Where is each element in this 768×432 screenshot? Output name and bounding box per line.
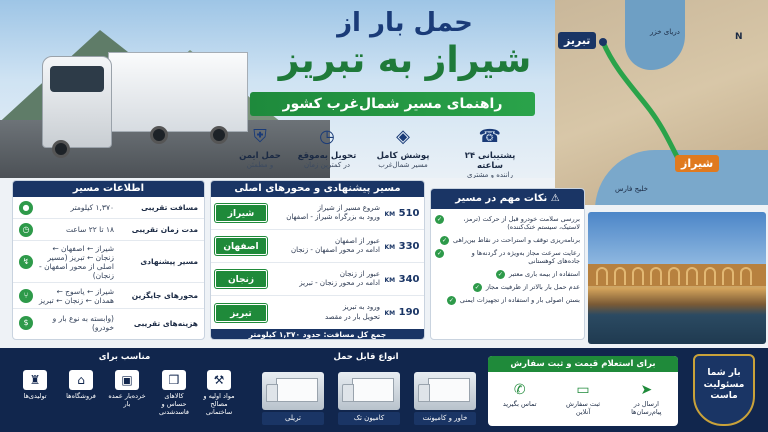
tip-item: برنامه‌ریزی توقف و استراحت در نقاط بین‌راهی ✓ [442,235,580,244]
route-info-heading: اطلاعات مسیر [13,181,204,197]
store-icon: ⌂ [69,370,93,390]
map-label-sea-south: خلیج فارس [615,185,648,193]
shield-check-icon: ⛨ [253,126,267,147]
crane-icon: ⚒ [207,370,231,390]
check-icon: ✓ [436,216,443,223]
clock-icon: ◷ [19,223,33,237]
suitable-item: ▣ خرده‌بار عمده بار [108,370,146,408]
route-map [555,0,768,205]
call-button[interactable]: ✆ تماس بگیرید [502,382,537,408]
info-row-distance: مسافت تقریبی ۱,۳۷۰ کیلومتر ● [13,197,204,219]
online-order-button[interactable]: ▭ ثبت سفارش آنلاین [566,382,601,416]
compass-icon: N [735,32,743,42]
suitable-item: ❒ کالاهای حساس و فاسدشدنی [155,370,193,416]
tip-item: بررسی سلامت خودرو قبل از حرکت (ترمز، لاستیک، سیستم خنک‌کننده) ✓ [436,215,580,232]
tip-item: بستن اصولی بار و استفاده از تجهیزات ایمنی ✓ [448,295,580,304]
page-subtitle: راهنمای مسیر شمال‌غرب کشور [250,92,535,116]
check-icon: ✓ [442,236,448,244]
factory-icon: ♜ [23,370,47,390]
tip-item: عدم حمل بار بالاتر از ظرفیت مجاز ✓ [474,282,580,291]
vehicle-card: خاور و کامیونت [414,372,476,425]
road-sign: شیراز [215,204,267,222]
dollar-icon: $ [19,316,33,330]
road-sign: اصفهان [215,237,267,255]
info-row-suggested-route: مسیر پیشنهادی شیراز ← اصفهان ← زنجان ← تبریز (مسیر اصلی از محور اصفهان - زنجان) ↯ [13,241,204,283]
warning-icon: ⚠ [547,193,560,204]
responsibility-badge: بار شما مسئولیت ماست [693,354,755,426]
truck-trailer [108,52,248,132]
route-info-panel [12,180,205,340]
route-step: 340 KM عبور از زنجان ادامه در محور زنجان - تبریز زنجان [211,263,424,296]
messenger-button[interactable]: ➤ ارسال در پیام‌رسان‌ها [631,382,662,416]
suitable-heading: مناسب برای [98,352,151,362]
info-row-duration: مدت زمان تقریبی ۱۸ تا ۲۲ ساعت ◷ [13,219,204,241]
wheel-icon [52,140,70,158]
route-main-heading: مسیر پیشنهادی و محورهای اصلی [211,181,424,197]
order-heading: برای استعلام قیمت و ثبت سفارش [488,356,678,372]
road-sign: زنجان [215,270,267,288]
page-title-line2: شیراز به تبریز [278,40,532,81]
tips-heading: نکات مهم در مسیر [455,193,548,204]
route-step: 330 KM عبور از اصفهان ادامه در محور اصفهان - زنجان اصفهان [211,230,424,263]
map-label-sea-north: دریای خزر [650,28,680,36]
check-icon: ✓ [474,283,480,291]
vehicle-card: کامیون تک [338,372,400,425]
phone-icon: ✆ [513,382,526,398]
info-row-cost: هزینه‌های تقریبی (وابسته به نوع بار و خودرو) $ [13,309,204,337]
send-icon: ➤ [640,382,653,398]
truck-windshield [50,66,104,92]
map-icon: ◈ [396,126,410,147]
route-total: جمع کل مسافت: حدود ۱,۳۷۰ کیلومتر [211,329,424,340]
laptop-icon: ▭ [576,382,590,398]
tip-item: استفاده از بیمه باری معتبر ✓ [497,269,580,278]
tip-item: رعایت سرعت مجاز به‌ویژه در گردنه‌ها و جاده‌های کوهستانی ✓ [436,248,580,266]
map-label-origin: شیراز [675,155,719,172]
feature-safe: ⛨ حمل ایمن و مطمئن [239,126,281,169]
route-icon: ↯ [19,255,33,269]
road-sign: تبریز [215,304,267,322]
clock-icon: ◷ [319,126,335,147]
route-step: 190 KM ورود به تبریز تحویل بار در مقصد تبریز [211,296,424,329]
bridge-photo [588,212,766,344]
location-pin-icon: ● [19,201,33,215]
feature-ontime: ◷ تحویل به‌موقع در کمترین زمان [297,126,357,169]
route-step: 510 KM شروع مسیر از شیراز ورود به بزرگراه شیراز - اصفهان شیراز [211,197,424,230]
branch-icon: ⑂ [19,289,33,303]
suitable-item: ⚒ مواد اولیه و مصالح ساختمانی [200,370,238,416]
suitable-item: ♜ تولیدی‌ها [16,370,54,400]
order-card [488,356,678,426]
check-icon: ✓ [448,296,454,304]
page-title-line1: حمل بار از [337,8,473,38]
info-row-alternate: محورهای جایگزین شیراز ← یاسوج ← همدان ← زنجان ← تبریز ⑂ [13,283,204,309]
package-icon: ▣ [115,370,139,390]
feature-support: ☎ پشتیبانی ۲۴ ساعته راننده و مشتری [464,126,516,178]
wheel-icon [150,126,168,144]
vehicles-heading: انواع قابل حمل [333,352,399,362]
tips-panel [430,188,585,340]
suitable-item: ⌂ فروشگاه‌ها [62,370,100,400]
box-icon: ❒ [162,370,186,390]
check-icon: ✓ [497,270,503,278]
map-label-destination: تبریز [558,32,596,49]
headset-icon: ☎ [478,126,501,147]
vehicle-card: تریلی [262,372,324,425]
feature-coverage: ◈ پوشش کامل مسیر شمال‌غرب [376,126,430,169]
route-main-panel [210,180,425,340]
check-icon: ✓ [436,249,443,257]
